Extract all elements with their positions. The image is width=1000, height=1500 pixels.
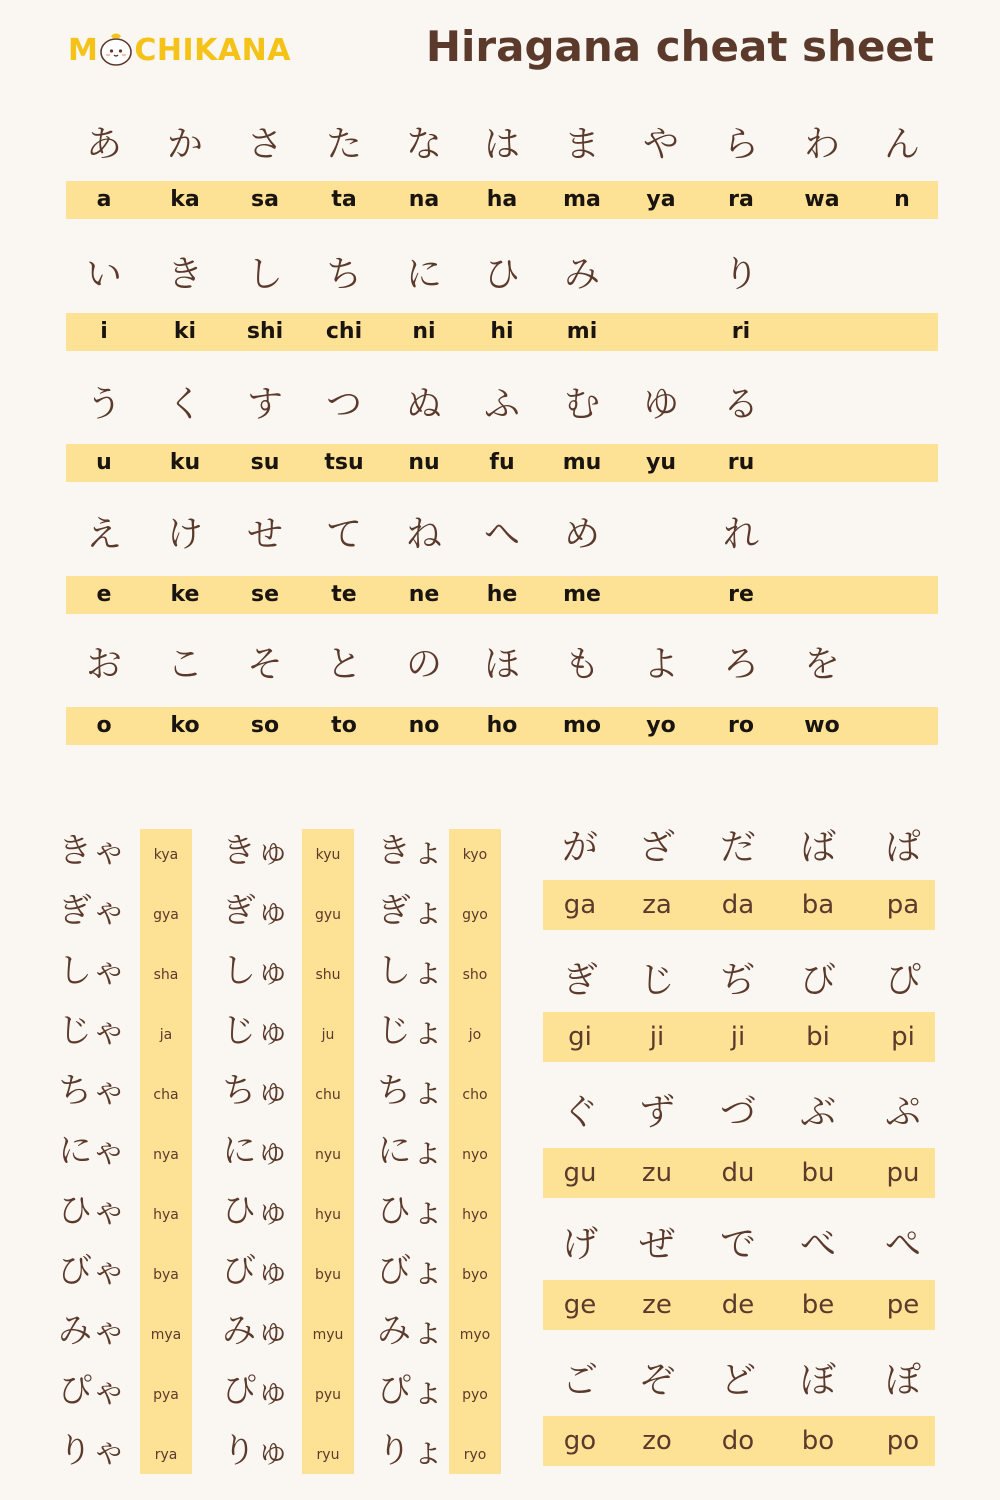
yoon-kana-cell: じゅ xyxy=(222,1011,290,1051)
dakuten-kana-cell: ぐ xyxy=(561,1092,598,1133)
header xyxy=(0,0,1000,100)
romaji-cell: i xyxy=(100,319,108,344)
dakuten-romaji-cell: pe xyxy=(886,1290,920,1320)
dakuten-kana-cell: ぼ xyxy=(799,1360,836,1401)
yoon-kana-cell: きゃ xyxy=(58,831,126,871)
romaji-cell: ya xyxy=(646,187,676,212)
romaji-cell: sa xyxy=(251,187,279,212)
yoon-kana-cell: ぴょ xyxy=(377,1371,445,1411)
kana-cell: な xyxy=(405,124,442,165)
dakuten-romaji-band-3 xyxy=(543,1148,935,1198)
yoon-kana-cell: じょ xyxy=(377,1011,445,1051)
romaji-cell: yo xyxy=(646,713,676,738)
yoon-kana-cell: ぎゃ xyxy=(58,891,126,931)
dakuten-romaji-cell: du xyxy=(721,1158,755,1188)
dakuten-romaji-cell: gi xyxy=(568,1022,592,1052)
yoon-romaji-cell: gya xyxy=(153,907,179,923)
kana-cell: ね xyxy=(405,514,442,555)
romaji-cell: ra xyxy=(728,187,754,212)
dakuten-kana-cell: ご xyxy=(561,1360,598,1401)
romaji-cell: te xyxy=(331,582,357,607)
dakuten-romaji-cell: po xyxy=(886,1426,920,1456)
dakuten-kana-cell: ぴ xyxy=(884,960,921,1001)
kana-row-1 xyxy=(0,115,1000,175)
dakuten-kana-row-5 xyxy=(0,1356,1000,1406)
yoon-romaji-cell: byo xyxy=(462,1267,488,1283)
yoon-kana-cell: ぴゃ xyxy=(58,1371,126,1411)
dakuten-kana-cell: ぜ xyxy=(638,1224,675,1265)
dakuten-romaji-band-2 xyxy=(543,1012,935,1062)
yoon-kana-cell: にゅ xyxy=(222,1131,290,1171)
dakuten-kana-cell: だ xyxy=(719,827,756,868)
kana-row-5 xyxy=(0,635,1000,695)
yoon-kana-cell: ひゅ xyxy=(222,1191,290,1231)
dakuten-romaji-cell: da xyxy=(721,890,755,920)
romaji-cell: ri xyxy=(731,319,751,344)
romaji-band-1 xyxy=(66,181,938,219)
yoon-romaji-cell: kyo xyxy=(462,847,488,863)
kana-cell: よ xyxy=(642,644,679,685)
romaji-cell: chi xyxy=(325,319,363,344)
yoon-kana-cell: しょ xyxy=(377,951,445,991)
romaji-cell: re xyxy=(728,582,754,607)
yoon-kana-cell: りゃ xyxy=(58,1431,126,1471)
romaji-cell: ma xyxy=(563,187,601,212)
romaji-cell: ta xyxy=(331,187,357,212)
yoon-romaji-cell: chu xyxy=(315,1087,341,1103)
kana-cell: あ xyxy=(85,124,122,165)
yoon-romaji-cell: myu xyxy=(312,1327,344,1343)
romaji-cell: nu xyxy=(408,450,440,475)
romaji-cell: u xyxy=(96,450,112,475)
kana-cell: す xyxy=(246,384,283,425)
dakuten-romaji-cell: zu xyxy=(641,1158,673,1188)
kana-cell: は xyxy=(483,124,520,165)
romaji-cell: hi xyxy=(490,319,514,344)
romaji-cell: ha xyxy=(486,187,518,212)
yoon-romaji-cell: cho xyxy=(462,1087,488,1103)
kana-cell: へ xyxy=(483,514,520,555)
yoon-romaji-cell: cha xyxy=(153,1087,179,1103)
yoon-kana-cell: びょ xyxy=(377,1251,445,1291)
yoon-romaji-cell: shu xyxy=(315,967,341,983)
yoon-kana-cell: みゅ xyxy=(222,1311,290,1351)
kana-cell: ろ xyxy=(722,644,759,685)
kana-cell: り xyxy=(722,254,759,295)
romaji-cell: no xyxy=(408,713,440,738)
dakuten-kana-row-3 xyxy=(0,1088,1000,1138)
romaji-band-4 xyxy=(66,576,938,614)
yoon-kana-cell: きょ xyxy=(377,831,445,871)
kana-cell: た xyxy=(325,124,362,165)
dakuten-kana-cell: ず xyxy=(638,1092,675,1133)
yoon-romaji-cell: nyu xyxy=(314,1147,342,1163)
romaji-cell: ke xyxy=(170,582,200,607)
dakuten-kana-cell: ぞ xyxy=(638,1360,675,1401)
dakuten-kana-cell: ぷ xyxy=(884,1092,921,1133)
yoon-kana-cell: みょ xyxy=(377,1311,445,1351)
romaji-cell: shi xyxy=(246,319,284,344)
yoon-kana-cell: しゅ xyxy=(222,951,290,991)
dakuten-romaji-band-1 xyxy=(543,880,935,930)
yoon-romaji-cell: hyu xyxy=(314,1207,342,1223)
romaji-cell: su xyxy=(250,450,280,475)
mochi-mascot-icon xyxy=(99,30,133,66)
yoon-kana-cell: にゃ xyxy=(58,1131,126,1171)
romaji-band-5 xyxy=(66,707,938,745)
dakuten-romaji-cell: pi xyxy=(891,1022,915,1052)
yoon-romaji-cell: ju xyxy=(321,1027,335,1043)
kana-cell: ち xyxy=(325,254,362,295)
dakuten-kana-row-4 xyxy=(0,1220,1000,1270)
yoon-kana-cell: じゃ xyxy=(58,1011,126,1051)
yoon-kana-cell: ひゃ xyxy=(58,1191,126,1231)
yoon-romaji-cell: nyo xyxy=(462,1147,488,1163)
romaji-cell: ku xyxy=(169,450,201,475)
yoon-romaji-cell: ja xyxy=(159,1027,173,1043)
yoon-romaji-cell: hyo xyxy=(462,1207,488,1223)
dakuten-romaji-band-4 xyxy=(543,1280,935,1330)
kana-cell: と xyxy=(325,644,362,685)
yoon-romaji-cell: mya xyxy=(150,1327,182,1343)
romaji-cell: ki xyxy=(173,319,197,344)
kana-cell: ゆ xyxy=(642,384,679,425)
yoon-kana-cell: ちゃ xyxy=(58,1071,126,1111)
dakuten-kana-cell: で xyxy=(719,1224,756,1265)
dakuten-kana-cell: べ xyxy=(799,1224,836,1265)
yoon-romaji-cell: nya xyxy=(153,1147,179,1163)
yoon-romaji-cell: pyo xyxy=(462,1387,488,1403)
dakuten-kana-cell: げ xyxy=(561,1224,598,1265)
yoon-romaji-cell: ryo xyxy=(463,1447,487,1463)
romaji-cell: mu xyxy=(562,450,602,475)
dakuten-romaji-band-5 xyxy=(543,1416,935,1466)
kana-cell: そ xyxy=(246,644,283,685)
romaji-cell: ro xyxy=(728,713,754,738)
dakuten-romaji-cell: ji xyxy=(730,1022,746,1052)
romaji-cell: fu xyxy=(489,450,515,475)
kana-cell: お xyxy=(85,644,122,685)
romaji-cell: na xyxy=(408,187,440,212)
yoon-romaji-cell: myo xyxy=(459,1327,491,1343)
kana-cell: や xyxy=(642,124,679,165)
dakuten-kana-cell: ぎ xyxy=(561,960,598,1001)
dakuten-kana-cell: じ xyxy=(638,960,675,1001)
kana-cell: う xyxy=(85,384,122,425)
romaji-cell: ru xyxy=(727,450,755,475)
kana-cell: し xyxy=(246,254,283,295)
kana-cell: て xyxy=(325,514,362,555)
dakuten-kana-row-2 xyxy=(0,956,1000,1006)
kana-cell: ま xyxy=(563,124,600,165)
kana-row-4 xyxy=(0,505,1000,565)
dakuten-kana-cell: ぽ xyxy=(884,1360,921,1401)
kana-cell: を xyxy=(803,644,840,685)
yoon-kana-cell: ひょ xyxy=(377,1191,445,1231)
yoon-kana-cell: ぎゅ xyxy=(222,891,290,931)
yoon-romaji-cell: gyu xyxy=(314,907,342,923)
romaji-cell: mi xyxy=(566,319,598,344)
dakuten-kana-cell: び xyxy=(799,960,836,1001)
romaji-cell: ni xyxy=(412,319,436,344)
yoon-romaji-cell: byu xyxy=(314,1267,342,1283)
dakuten-romaji-cell: gu xyxy=(563,1158,597,1188)
dakuten-romaji-cell: ga xyxy=(563,890,597,920)
yoon-kana-cell: りゅ xyxy=(222,1431,290,1471)
dakuten-kana-cell: が xyxy=(561,827,598,868)
yoon-romaji-cell: gyo xyxy=(462,907,488,923)
dakuten-romaji-cell: ge xyxy=(563,1290,597,1320)
kana-cell: み xyxy=(563,254,600,295)
yoon-kana-cell: びゅ xyxy=(222,1251,290,1291)
kana-cell: ほ xyxy=(483,644,520,685)
kana-cell: わ xyxy=(803,124,840,165)
romaji-cell: tsu xyxy=(324,450,364,475)
yoon-kana-cell: みゃ xyxy=(58,1311,126,1351)
kana-cell: さ xyxy=(246,124,283,165)
yoon-romaji-cell: sha xyxy=(153,967,179,983)
kana-cell: ひ xyxy=(483,254,520,295)
kana-cell: む xyxy=(563,384,600,425)
yoon-kana-cell: にょ xyxy=(377,1131,445,1171)
romaji-cell: mo xyxy=(562,713,602,738)
dakuten-romaji-cell: ba xyxy=(801,890,835,920)
romaji-cell: ko xyxy=(170,713,200,738)
yoon-kana-cell: びゃ xyxy=(58,1251,126,1291)
kana-cell: こ xyxy=(166,644,203,685)
kana-cell: ら xyxy=(722,124,759,165)
dakuten-kana-cell: ぺ xyxy=(884,1224,921,1265)
romaji-cell: me xyxy=(563,582,601,607)
dakuten-romaji-cell: do xyxy=(721,1426,755,1456)
yoon-romaji-cell: jo xyxy=(468,1027,482,1043)
romaji-band-3 xyxy=(66,444,938,482)
dakuten-romaji-cell: zo xyxy=(642,1426,672,1456)
dakuten-kana-cell: ど xyxy=(719,1360,756,1401)
kana-row-3 xyxy=(0,375,1000,435)
dakuten-romaji-cell: bu xyxy=(801,1158,835,1188)
kana-cell: る xyxy=(722,384,759,425)
yoon-kana-cell: ぎょ xyxy=(377,891,445,931)
romaji-cell: wo xyxy=(804,713,840,738)
yoon-romaji-cell: ryu xyxy=(316,1447,340,1463)
dakuten-romaji-cell: go xyxy=(563,1426,597,1456)
dakuten-kana-cell: ぱ xyxy=(884,827,921,868)
yoon-kana-cell: ちゅ xyxy=(222,1071,290,1111)
romaji-cell: to xyxy=(331,713,357,738)
page-title: Hiragana cheat sheet xyxy=(425,22,934,71)
dakuten-kana-cell: ば xyxy=(799,827,836,868)
kana-cell: の xyxy=(405,644,442,685)
kana-cell: ん xyxy=(883,124,920,165)
romaji-cell: ne xyxy=(408,582,440,607)
logo-text-right: CHIKANA xyxy=(134,32,291,68)
kana-cell: つ xyxy=(325,384,362,425)
yoon-romaji-cell: sho xyxy=(462,967,488,983)
kana-cell: ふ xyxy=(483,384,520,425)
kana-row-2 xyxy=(0,245,1000,305)
romaji-cell: ho xyxy=(486,713,518,738)
yoon-romaji-cell: kyu xyxy=(315,847,341,863)
dakuten-kana-cell: づ xyxy=(719,1092,756,1133)
romaji-cell: n xyxy=(894,187,910,212)
yoon-romaji-cell: pya xyxy=(153,1387,179,1403)
kana-cell: く xyxy=(166,384,203,425)
romaji-cell: o xyxy=(96,713,112,738)
kana-cell: め xyxy=(563,514,600,555)
dakuten-romaji-cell: za xyxy=(642,890,672,920)
yoon-romaji-cell: pyu xyxy=(314,1387,342,1403)
yoon-kana-cell: りょ xyxy=(377,1431,445,1471)
dakuten-kana-cell: ぢ xyxy=(719,960,756,1001)
dakuten-kana-row-1 xyxy=(0,823,1000,873)
romaji-cell: ka xyxy=(170,187,200,212)
yoon-romaji-cell: rya xyxy=(154,1447,178,1463)
kana-cell: け xyxy=(166,514,203,555)
dakuten-romaji-cell: bo xyxy=(801,1426,835,1456)
kana-cell: き xyxy=(166,254,203,295)
kana-cell: い xyxy=(85,254,122,295)
dakuten-romaji-cell: pu xyxy=(886,1158,920,1188)
romaji-cell: so xyxy=(250,713,280,738)
yoon-romaji-cell: bya xyxy=(153,1267,179,1283)
yoon-romaji-cell: kya xyxy=(153,847,179,863)
kana-cell: え xyxy=(85,514,122,555)
dakuten-romaji-cell: be xyxy=(801,1290,835,1320)
kana-cell: れ xyxy=(722,514,759,555)
romaji-cell: he xyxy=(486,582,518,607)
romaji-cell: se xyxy=(250,582,279,607)
yoon-kana-cell: きゅ xyxy=(222,831,290,871)
kana-cell: せ xyxy=(246,514,283,555)
yoon-romaji-cell: hya xyxy=(153,1207,179,1223)
romaji-cell: yu xyxy=(645,450,676,475)
dakuten-romaji-cell: ze xyxy=(642,1290,672,1320)
dakuten-romaji-cell: de xyxy=(721,1290,755,1320)
romaji-cell: e xyxy=(96,582,112,607)
yoon-kana-cell: ぴゅ xyxy=(222,1371,290,1411)
yoon-kana-cell: ちょ xyxy=(377,1071,445,1111)
dakuten-romaji-cell: ji xyxy=(649,1022,665,1052)
dakuten-kana-cell: ざ xyxy=(638,827,675,868)
logo xyxy=(68,28,291,72)
romaji-band-2 xyxy=(66,313,938,351)
romaji-cell: a xyxy=(96,187,112,212)
dakuten-romaji-cell: bi xyxy=(806,1022,830,1052)
dakuten-kana-cell: ぶ xyxy=(799,1092,836,1133)
kana-cell: も xyxy=(563,644,600,685)
yoon-kana-cell: しゃ xyxy=(58,951,126,991)
kana-cell: に xyxy=(405,254,442,295)
dakuten-romaji-cell: pa xyxy=(886,890,920,920)
romaji-cell: wa xyxy=(804,187,840,212)
kana-cell: ぬ xyxy=(405,384,442,425)
logo-text-left: M xyxy=(68,32,99,68)
kana-cell: か xyxy=(166,124,203,165)
